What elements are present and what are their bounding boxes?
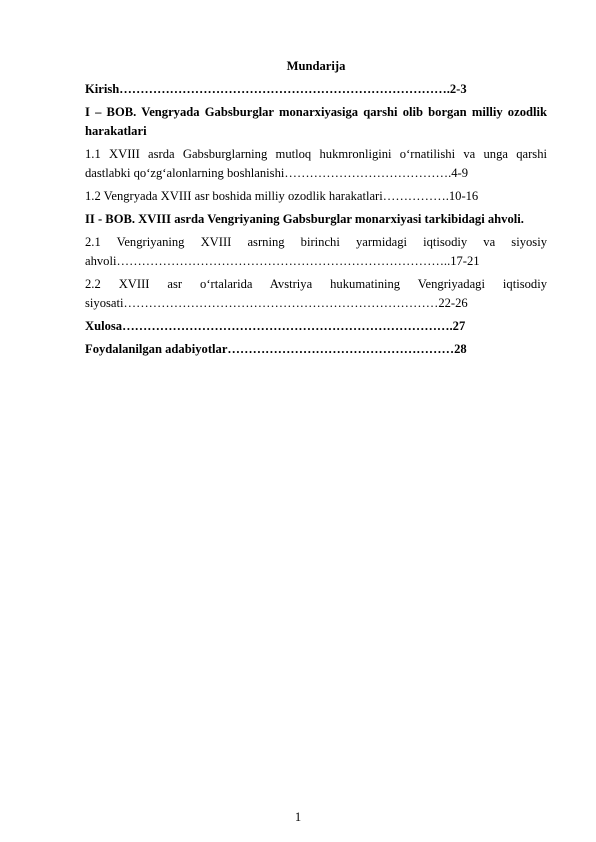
toc-entry-section-2-1: 2.1 Vengriyaning XVIII asrning birinchi yarmidagi iqtisodiy va siyosiy ahvoli……………………………………………………………………..17-21 — [85, 235, 547, 268]
toc-entry-xulosa: Xulosa…………………………………………………………………….27 — [85, 319, 466, 333]
toc-entry-kirish: Kirish…………………………………………………………………….2-3 — [85, 82, 467, 96]
toc-entry-references: Foydalanilgan adabiyotlar………………………………………………28 — [85, 342, 467, 356]
page-number: 1 — [294, 810, 302, 824]
toc-entry-section-2-2: 2.2 XVIII asr o‘rtalarida Avstriya hukumatining Vengriyadagi iqtisodiy siyosati…………………………………………………………………22-26 — [85, 277, 547, 310]
toc-title: Mundarija — [286, 59, 346, 73]
toc-entry-chapter-1: I – BOB. Vengryada Gabsburglar monarxiyasiga qarshi olib borgan milliy ozodlik harakatlari — [85, 105, 547, 138]
toc-entry-section-1-1: 1.1 XVIII asrda Gabsburglarning mutloq hukmronligini o‘rnatilishi va unga qarshi dastlabki qo‘zg‘alonlarning boshlanishi………………………………….4-9 — [85, 147, 547, 180]
toc-entry-section-1-2: 1.2 Vengryada XVIII asr boshida milliy ozodlik harakatlari…………….10-16 — [85, 189, 479, 203]
toc-entry-chapter-2: II - BOB. XVIII asrda Vengriyaning Gabsburglar monarxiyasi tarkibidagi ahvoli. — [85, 212, 524, 226]
table-of-contents — [85, 57, 547, 363]
